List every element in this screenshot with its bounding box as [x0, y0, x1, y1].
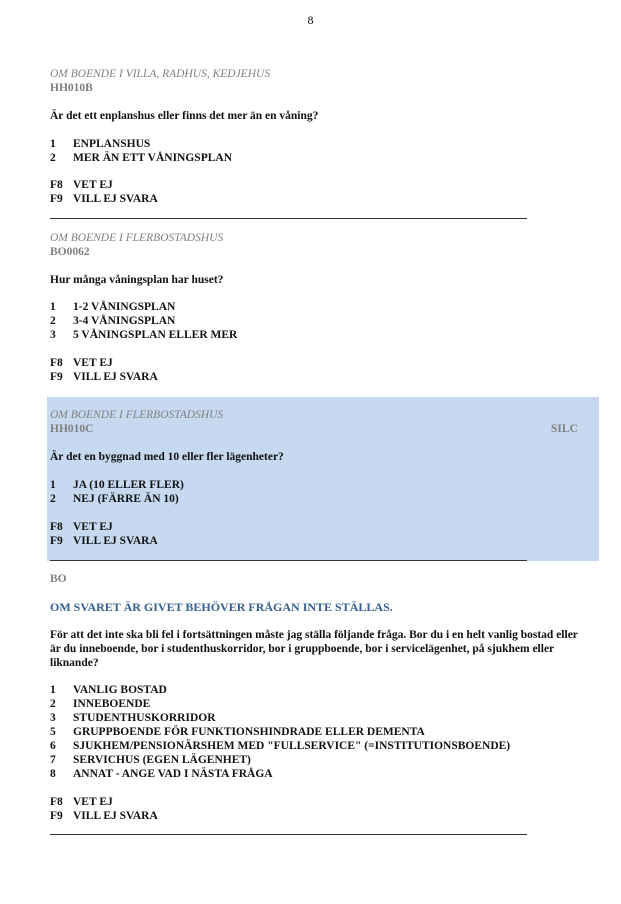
option-item: F9 VILL EJ SVARA [50, 371, 158, 383]
option-list-q2 [50, 300, 237, 342]
refusal-list-q3 [50, 520, 158, 548]
option-item: 1 VANLIG BOSTAD [50, 684, 167, 696]
option-item: 2 MER ÄN ETT VÅNINGSPLAN [50, 152, 233, 164]
condition-q3: OM BOENDE I FLERBOSTADSHUS [50, 409, 224, 421]
option-item: F8 VET EJ [50, 521, 113, 533]
option-item: F8 VET EJ [50, 357, 113, 369]
option-item: 5 GRUPPBOENDE FÖR FUNKTIONSHINDRADE ELLER DEMENTA [50, 726, 425, 738]
option-list-q1 [50, 137, 232, 165]
question-text-q4: För att det inte ska bli fel i fortsättningen måste jag ställa följande fråga. Bor du i en helt vanlig bostad eller är du inneboende, bor i studenthuskorridor, bor i gruppboende, bor i servicelägenhet, på sjukhem eller liknande? [50, 629, 578, 669]
option-item: 7 SERVICHUS (EGEN LÄGENHET) [50, 754, 251, 766]
silc-tag: SILC [551, 423, 578, 435]
option-item: F8 VET EJ [50, 796, 113, 808]
option-item: 8 ANNAT - ANGE VAD I NÄSTA FRÅGA [50, 768, 273, 780]
option-item: 1 JA (10 ELLER FLER) [50, 479, 184, 491]
option-item: F9 VILL EJ SVARA [50, 193, 158, 205]
option-item: 3 5 VÅNINGSPLAN ELLER MER [50, 329, 238, 341]
option-item: 2 3-4 VÅNINGSPLAN [50, 315, 176, 327]
section-divider [50, 560, 527, 561]
condition-q1: OM BOENDE I VILLA, RADHUS, KEDJEHUS [50, 68, 271, 80]
refusal-list-q1 [50, 178, 158, 206]
option-item: 6 SJUKHEM/PENSIONÄRSHEM MED "FULLSERVICE" (=INSTITUTIONSBOENDE) [50, 740, 511, 752]
question-code-q3: HH010C [50, 423, 94, 435]
option-item: 1 ENPLANSHUS [50, 138, 151, 150]
option-item: F9 VILL EJ SVARA [50, 810, 158, 822]
question-code-q4: BO [50, 573, 67, 585]
option-item: 3 STUDENTHUSKORRIDOR [50, 712, 216, 724]
question-text-q1: Är det ett enplanshus eller finns det mer än en våning? [50, 110, 319, 122]
question-code-q2: BO0062 [50, 246, 90, 258]
section-divider [50, 834, 527, 835]
page-number: 8 [307, 13, 314, 27]
option-list-q3 [50, 478, 184, 506]
interviewer-note: OM SVARET ÄR GIVET BEHÖVER FRÅGAN INTE STÄLLAS. [50, 600, 393, 614]
option-item: 2 INNEBOENDE [50, 698, 151, 710]
refusal-list-q4 [50, 795, 158, 823]
question-code-q1: HH010B [50, 82, 93, 94]
option-item: 1 1-2 VÅNINGSPLAN [50, 301, 176, 313]
option-item: F9 VILL EJ SVARA [50, 535, 158, 547]
option-item: 2 NEJ (FÄRRE ÄN 10) [50, 493, 179, 505]
question-text-q3: Är det en byggnad med 10 eller fler lägenheter? [50, 451, 284, 463]
condition-q2: OM BOENDE I FLERBOSTADSHUS [50, 232, 224, 244]
option-list-q4 [50, 683, 510, 781]
refusal-list-q2 [50, 356, 158, 384]
question-text-q2: Hur många våningsplan har huset? [50, 274, 224, 286]
option-item: F8 VET EJ [50, 179, 113, 191]
section-divider [50, 218, 527, 219]
